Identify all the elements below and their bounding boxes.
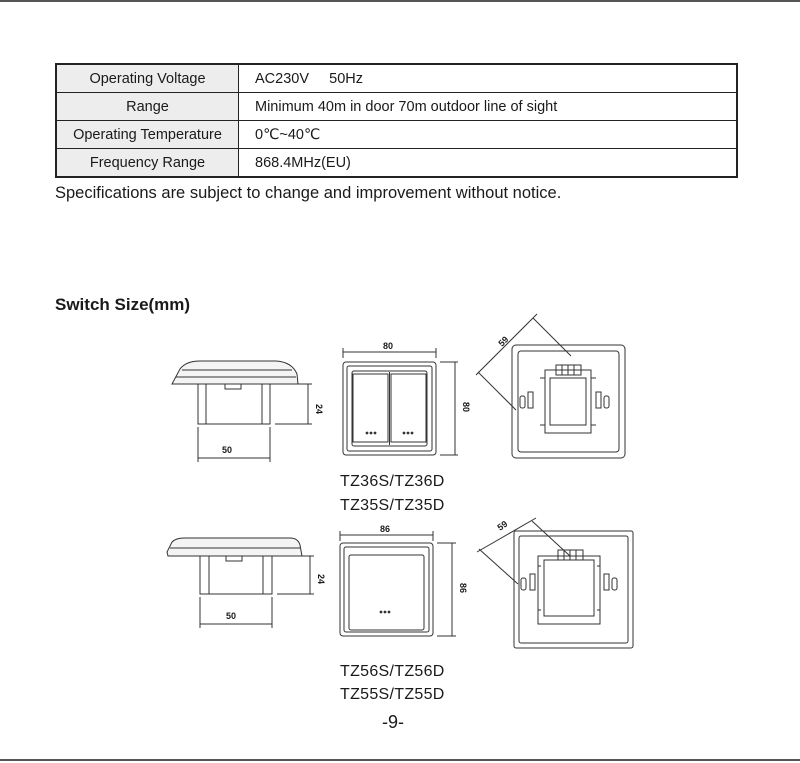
side-view-1 xyxy=(172,361,312,462)
back-view-1 xyxy=(476,314,625,458)
model-label: TZ35S/TZ35D xyxy=(340,497,445,514)
spec-label: Range xyxy=(56,93,239,121)
model-label: TZ56S/TZ56D xyxy=(340,663,445,680)
model-label: TZ55S/TZ55D xyxy=(340,686,445,703)
front-width-label: 86 xyxy=(380,524,391,534)
spec-value: AC230V 50Hz xyxy=(239,64,738,93)
spec-value: 868.4MHz(EU) xyxy=(239,149,738,178)
front-view-1 xyxy=(343,348,458,455)
side-width-label: 50 xyxy=(222,445,233,455)
model-label: TZ36S/TZ36D xyxy=(340,473,445,490)
back-view-2 xyxy=(477,518,633,648)
front-height-label: 80 xyxy=(461,402,471,413)
front-view-2 xyxy=(340,531,456,636)
section-title: Switch Size(mm) xyxy=(55,295,191,314)
back-diag-label: 59 xyxy=(495,518,510,533)
spec-label: Operating Voltage xyxy=(56,64,239,93)
bottom-rule xyxy=(0,759,800,761)
spec-value: 0℃~40℃ xyxy=(239,121,738,149)
front-height-label: 86 xyxy=(458,583,468,594)
side-view-2 xyxy=(167,538,314,628)
spec-label: Operating Temperature xyxy=(56,121,239,149)
side-depth-label: 24 xyxy=(316,574,326,585)
back-diag-label: 59 xyxy=(496,334,511,349)
spec-label: Frequency Range xyxy=(56,149,239,178)
spec-disclaimer: Specifications are subject to change and improvement without notice. xyxy=(55,184,562,202)
front-width-label: 80 xyxy=(383,341,394,351)
spec-value: Minimum 40m in door 70m outdoor line of sight xyxy=(239,93,738,121)
page-number: -9- xyxy=(382,712,404,732)
side-width-label: 50 xyxy=(226,611,237,621)
side-depth-label: 24 xyxy=(314,404,324,415)
